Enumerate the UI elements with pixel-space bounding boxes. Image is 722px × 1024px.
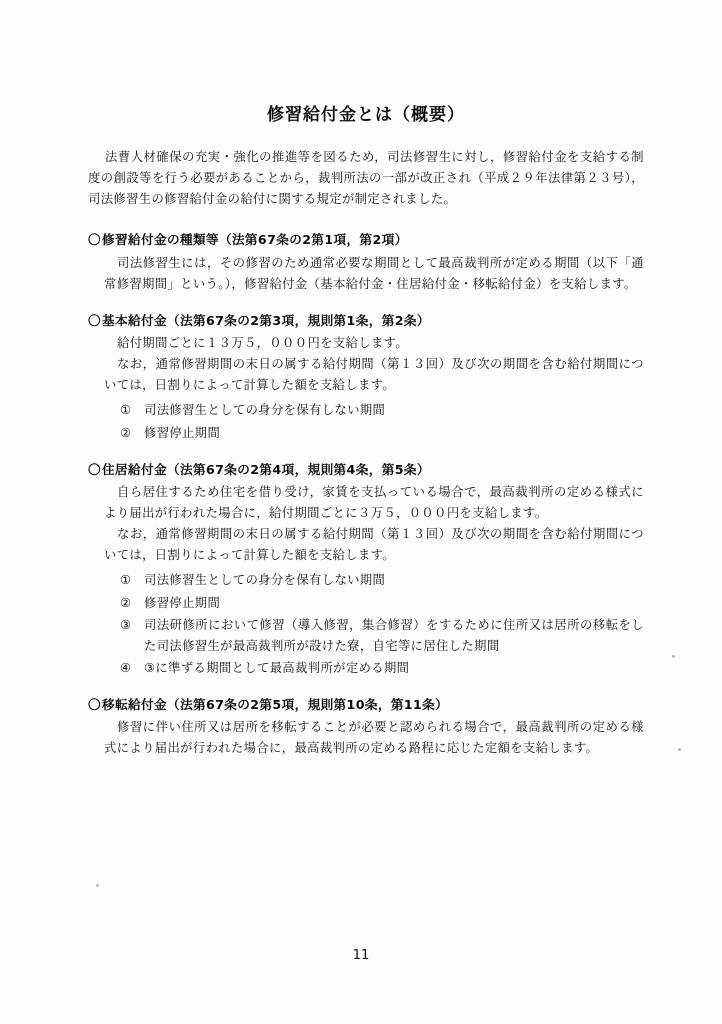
section-heading <box>88 460 644 480</box>
page-number: 11 <box>352 948 370 963</box>
bullet-circle-icon: 〇 <box>88 461 101 477</box>
list-item <box>120 570 644 591</box>
list-item <box>120 593 644 614</box>
paragraph: なお，通常修習期間の末日の属する給付期間（第１３回）及び次の期間を含む給付期間については，日割りによって計算した額を支給します。 <box>104 357 644 393</box>
bullet-circle-icon: 〇 <box>88 232 101 248</box>
list-item-label: 修習停止期間 <box>144 595 221 610</box>
page-title: 修習給付金とは（概要） <box>267 105 465 125</box>
list-item-number: ② <box>120 595 132 610</box>
section-heading-text: 移転給付金（法第67条の2第5項，規則第10条，第11条） <box>102 697 449 713</box>
section-body <box>88 717 644 759</box>
scan-speck <box>672 655 675 658</box>
list-item-number: ④ <box>120 660 132 675</box>
list-item-number: ① <box>120 573 132 588</box>
section-jukyo-kyufukin <box>88 460 644 679</box>
list-item-label: ③に準ずる期間として最高裁判所が定める期間 <box>144 660 410 675</box>
list-item-number: ① <box>120 403 132 418</box>
section-heading <box>88 695 644 715</box>
section-heading-text: 基本給付金（法第67条の2第3項，規則第1条，第2条） <box>102 312 430 328</box>
numbered-list <box>88 400 644 443</box>
list-item-label: 司法研修所において修習（導入修習，集合修習）をするために住所又は居所の移転をした司法修習生が最高裁判所が設けた寮，自宅等に居住した期間 <box>144 617 644 653</box>
list-item-number: ③ <box>120 617 132 632</box>
paragraph: 修習に伴い住所又は居所を移転することが必要と認められる場合で，最高裁判所の定める様式により届出が行われた場合に，最高裁判所の定める路程に応じた定額を支給します。 <box>104 720 644 756</box>
document-body <box>88 100 644 776</box>
scan-speck <box>96 884 99 887</box>
section-body <box>88 333 644 396</box>
list-item <box>120 400 644 421</box>
paragraph: 自ら居住するため住宅を借り受け，家賃を支払っている場合で，最高裁判所の定める様式により届出が行われた場合に，給付期間ごとに３万５，０００円を支給します。 <box>104 484 644 520</box>
bullet-circle-icon: 〇 <box>88 697 101 713</box>
scan-speck <box>678 748 681 751</box>
list-item-label: 司法修習生としての身分を保有しない期間 <box>144 573 386 588</box>
list-item <box>120 615 644 657</box>
section-shurui <box>88 230 644 294</box>
list-item-label: 修習停止期間 <box>144 425 221 440</box>
section-heading <box>88 230 644 250</box>
section-kihon-kyufukin <box>88 311 644 444</box>
section-body <box>88 482 644 567</box>
bullet-circle-icon: 〇 <box>88 312 101 328</box>
list-item <box>120 423 644 444</box>
section-heading <box>88 311 644 331</box>
numbered-list <box>88 570 644 679</box>
list-item-label: 司法修習生としての身分を保有しない期間 <box>144 403 386 418</box>
paragraph: 司法修習生には，その修習のため通常必要な期間として最高裁判所が定める期間（以下「通常修習期間」という。），修習給付金（基本給付金・住居給付金・移転給付金）を支給します。 <box>104 255 644 291</box>
paragraph: なお，通常修習期間の末日の属する給付期間（第１３回）及び次の期間を含む給付期間については，日割りによって計算した額を支給します。 <box>104 527 644 563</box>
intro-paragraph: 法曹人材確保の充実・強化の推進等を図るため，司法修習生に対し，修習給付金を支給する制度の創設等を行う必要があることから，裁判所法の一部が改正され（平成２９年法律第２３号），司法修習生の修習給付金の給付に関する規定が制定されました。 <box>88 150 644 207</box>
section-body <box>88 253 644 295</box>
list-item-number: ② <box>120 425 132 440</box>
section-heading-text: 住居給付金（法第67条の2第4項，規則第4条，第5条） <box>102 461 430 477</box>
paragraph: 給付期間ごとに１３万５，０００円を支給します。 <box>117 335 409 350</box>
list-item <box>120 658 644 679</box>
section-iten-kyufukin <box>88 695 644 759</box>
section-heading-text: 修習給付金の種類等（法第67条の2第1項，第2項） <box>102 232 408 248</box>
